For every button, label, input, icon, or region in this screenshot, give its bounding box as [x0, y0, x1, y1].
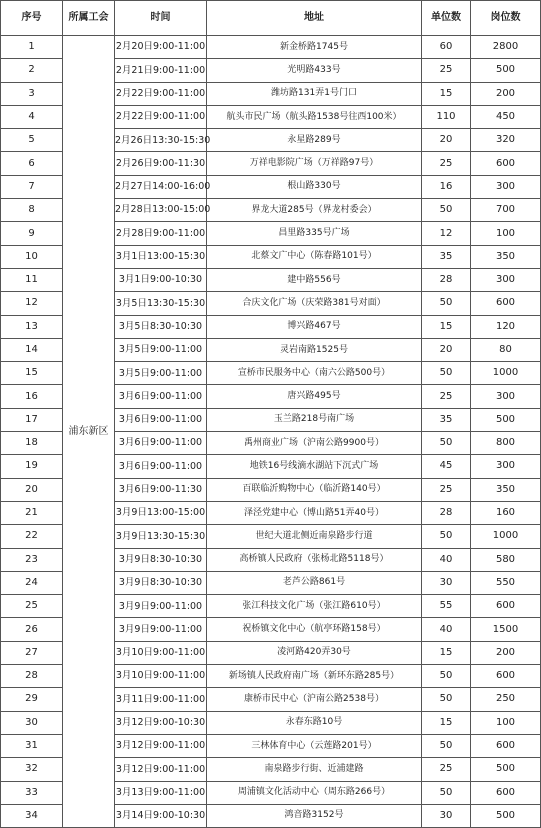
row-units: 12: [422, 222, 471, 245]
row-posts: 300: [471, 455, 541, 478]
row-time: 3月14日9:00-10:30: [115, 804, 207, 827]
row-number: 5: [1, 129, 63, 152]
row-time: 3月9日13:30-15:30: [115, 525, 207, 548]
row-number: 23: [1, 548, 63, 571]
row-number: 18: [1, 432, 63, 455]
row-units: 50: [422, 525, 471, 548]
row-time: 3月12日9:00-11:00: [115, 734, 207, 757]
row-units: 25: [422, 478, 471, 501]
row-address: 宣桥市民服务中心（南六公路500号）: [207, 362, 422, 385]
row-address: 界龙大道285号（界龙村委会）: [207, 199, 422, 222]
row-units: 15: [422, 641, 471, 664]
row-number: 29: [1, 688, 63, 711]
row-posts: 500: [471, 59, 541, 82]
row-time: 2月27日14:00-16:00: [115, 175, 207, 198]
row-units: 28: [422, 501, 471, 524]
header-time: 时间: [115, 1, 207, 36]
row-posts: 200: [471, 82, 541, 105]
row-posts: 350: [471, 245, 541, 268]
row-address: 光明路433号: [207, 59, 422, 82]
row-address: 泽泾党建中心（博山路51弄40号）: [207, 501, 422, 524]
row-time: 3月6日9:00-11:30: [115, 478, 207, 501]
row-units: 15: [422, 711, 471, 734]
row-posts: 600: [471, 292, 541, 315]
row-time: 3月12日9:00-11:00: [115, 758, 207, 781]
row-number: 2: [1, 59, 63, 82]
row-address: 新场镇人民政府南广场（新环东路285号）: [207, 665, 422, 688]
row-posts: 300: [471, 175, 541, 198]
row-units: 50: [422, 734, 471, 757]
row-number: 16: [1, 385, 63, 408]
row-units: 28: [422, 268, 471, 291]
row-units: 50: [422, 688, 471, 711]
row-units: 50: [422, 362, 471, 385]
row-address: 禹州商业广场（沪南公路9900号）: [207, 432, 422, 455]
row-number: 9: [1, 222, 63, 245]
row-address: 凌河路420弄30号: [207, 641, 422, 664]
row-number: 26: [1, 618, 63, 641]
row-units: 55: [422, 595, 471, 618]
row-time: 2月26日9:00-11:30: [115, 152, 207, 175]
row-units: 25: [422, 152, 471, 175]
row-time: 2月28日13:00-15:00: [115, 199, 207, 222]
row-time: 3月1日13:00-15:30: [115, 245, 207, 268]
row-time: 3月5日9:00-11:00: [115, 338, 207, 361]
table-row: [1, 36, 541, 59]
row-posts: 300: [471, 385, 541, 408]
row-number: 12: [1, 292, 63, 315]
row-posts: 500: [471, 758, 541, 781]
row-number: 14: [1, 338, 63, 361]
row-time: 2月22日9:00-11:00: [115, 82, 207, 105]
row-time: 3月6日9:00-11:00: [115, 455, 207, 478]
row-address: 张江科技文化广场（张江路610号）: [207, 595, 422, 618]
row-posts: 500: [471, 408, 541, 431]
header-posts: 岗位数: [471, 1, 541, 36]
row-units: 40: [422, 618, 471, 641]
row-time: 3月5日13:30-15:30: [115, 292, 207, 315]
row-address: 新金桥路1745号: [207, 36, 422, 59]
row-address: 老芦公路861号: [207, 571, 422, 594]
row-posts: 1000: [471, 525, 541, 548]
row-time: 2月28日9:00-11:00: [115, 222, 207, 245]
row-time: 2月21日9:00-11:00: [115, 59, 207, 82]
row-time: 3月13日9:00-11:00: [115, 781, 207, 804]
row-number: 1: [1, 36, 63, 59]
union-name-cell: 浦东新区: [63, 36, 115, 828]
row-units: 16: [422, 175, 471, 198]
row-address: 高桥镇人民政府（张杨北路5118号）: [207, 548, 422, 571]
row-units: 35: [422, 245, 471, 268]
row-time: 3月6日9:00-11:00: [115, 432, 207, 455]
row-posts: 550: [471, 571, 541, 594]
row-number: 27: [1, 641, 63, 664]
row-number: 8: [1, 199, 63, 222]
row-time: 3月9日9:00-11:00: [115, 618, 207, 641]
row-address: 合庆文化广场（庆荣路381号对面）: [207, 292, 422, 315]
row-posts: 350: [471, 478, 541, 501]
row-units: 20: [422, 129, 471, 152]
row-number: 20: [1, 478, 63, 501]
header-no: 序号: [1, 1, 63, 36]
row-time: 3月10日9:00-11:00: [115, 641, 207, 664]
row-number: 13: [1, 315, 63, 338]
row-posts: 700: [471, 199, 541, 222]
row-number: 34: [1, 804, 63, 827]
row-address: 根山路330号: [207, 175, 422, 198]
row-number: 25: [1, 595, 63, 618]
row-posts: 600: [471, 734, 541, 757]
row-posts: 120: [471, 315, 541, 338]
row-posts: 320: [471, 129, 541, 152]
row-address: 昌里路335号广场: [207, 222, 422, 245]
row-number: 15: [1, 362, 63, 385]
row-time: 3月9日13:00-15:00: [115, 501, 207, 524]
row-number: 21: [1, 501, 63, 524]
row-units: 50: [422, 781, 471, 804]
row-units: 50: [422, 199, 471, 222]
row-address: 永星路289号: [207, 129, 422, 152]
row-posts: 100: [471, 222, 541, 245]
header-union: 所属工会: [63, 1, 115, 36]
row-number: 24: [1, 571, 63, 594]
row-units: 15: [422, 315, 471, 338]
row-number: 11: [1, 268, 63, 291]
row-address: 建中路556号: [207, 268, 422, 291]
row-address: 康桥市民中心（沪南公路2538号）: [207, 688, 422, 711]
row-posts: 600: [471, 781, 541, 804]
row-number: 17: [1, 408, 63, 431]
row-posts: 2800: [471, 36, 541, 59]
row-address: 三林体育中心（云莲路201号）: [207, 734, 422, 757]
row-posts: 580: [471, 548, 541, 571]
row-units: 40: [422, 548, 471, 571]
header-row: [1, 1, 541, 36]
row-posts: 450: [471, 105, 541, 128]
row-time: 3月6日9:00-11:00: [115, 385, 207, 408]
row-units: 45: [422, 455, 471, 478]
row-address: 灵岩南路1525号: [207, 338, 422, 361]
row-number: 33: [1, 781, 63, 804]
row-address: 地铁16号线滴水湖站下沉式广场: [207, 455, 422, 478]
row-time: 3月5日9:00-11:00: [115, 362, 207, 385]
row-time: 3月1日9:00-10:30: [115, 268, 207, 291]
row-posts: 300: [471, 268, 541, 291]
row-time: 2月22日9:00-11:00: [115, 105, 207, 128]
row-time: 3月12日9:00-10:30: [115, 711, 207, 734]
row-number: 22: [1, 525, 63, 548]
row-address: 世纪大道北侧近南泉路步行道: [207, 525, 422, 548]
row-posts: 250: [471, 688, 541, 711]
row-address: 航头市民广场（航头路1538号往西100米）: [207, 105, 422, 128]
row-units: 30: [422, 804, 471, 827]
row-address: 万祥电影院广场（万祥路97号）: [207, 152, 422, 175]
row-time: 3月9日8:30-10:30: [115, 548, 207, 571]
row-posts: 500: [471, 804, 541, 827]
row-units: 15: [422, 82, 471, 105]
row-number: 7: [1, 175, 63, 198]
row-posts: 1000: [471, 362, 541, 385]
row-units: 25: [422, 59, 471, 82]
table-body: [1, 36, 541, 828]
row-time: 3月10日9:00-11:00: [115, 665, 207, 688]
row-address: 博兴路467号: [207, 315, 422, 338]
row-number: 4: [1, 105, 63, 128]
row-number: 19: [1, 455, 63, 478]
row-number: 3: [1, 82, 63, 105]
header-address: 地址: [207, 1, 422, 36]
row-posts: 80: [471, 338, 541, 361]
row-address: 周浦镇文化活动中心（周东路266号）: [207, 781, 422, 804]
row-posts: 100: [471, 711, 541, 734]
row-units: 25: [422, 758, 471, 781]
row-address: 南泉路步行街、近浦建路: [207, 758, 422, 781]
row-units: 25: [422, 385, 471, 408]
row-address: 唐兴路495号: [207, 385, 422, 408]
row-posts: 600: [471, 152, 541, 175]
row-units: 35: [422, 408, 471, 431]
row-units: 50: [422, 665, 471, 688]
row-posts: 600: [471, 595, 541, 618]
row-number: 6: [1, 152, 63, 175]
row-time: 3月9日9:00-11:00: [115, 595, 207, 618]
row-time: 3月9日8:30-10:30: [115, 571, 207, 594]
row-units: 50: [422, 292, 471, 315]
row-number: 28: [1, 665, 63, 688]
row-address: 鸿音路3152号: [207, 804, 422, 827]
row-units: 60: [422, 36, 471, 59]
row-posts: 160: [471, 501, 541, 524]
row-time: 3月11日9:00-11:00: [115, 688, 207, 711]
row-address: 玉兰路218号南广场: [207, 408, 422, 431]
row-address: 百联临沂购物中心（临沂路140号）: [207, 478, 422, 501]
row-posts: 200: [471, 641, 541, 664]
row-units: 110: [422, 105, 471, 128]
row-posts: 1500: [471, 618, 541, 641]
row-time: 3月6日9:00-11:00: [115, 408, 207, 431]
row-posts: 800: [471, 432, 541, 455]
row-time: 2月20日9:00-11:00: [115, 36, 207, 59]
row-number: 32: [1, 758, 63, 781]
row-time: 2月26日13:30-15:30: [115, 129, 207, 152]
row-number: 31: [1, 734, 63, 757]
row-address: 潍坊路131弄1号门口: [207, 82, 422, 105]
row-address: 北蔡文广中心（陈春路101号）: [207, 245, 422, 268]
row-units: 50: [422, 432, 471, 455]
row-posts: 600: [471, 665, 541, 688]
row-number: 10: [1, 245, 63, 268]
row-number: 30: [1, 711, 63, 734]
row-units: 20: [422, 338, 471, 361]
header-units: 单位数: [422, 1, 471, 36]
row-address: 祝桥镇文化中心（航亭环路158号）: [207, 618, 422, 641]
row-time: 3月5日8:30-10:30: [115, 315, 207, 338]
row-address: 永春东路10号: [207, 711, 422, 734]
row-units: 30: [422, 571, 471, 594]
